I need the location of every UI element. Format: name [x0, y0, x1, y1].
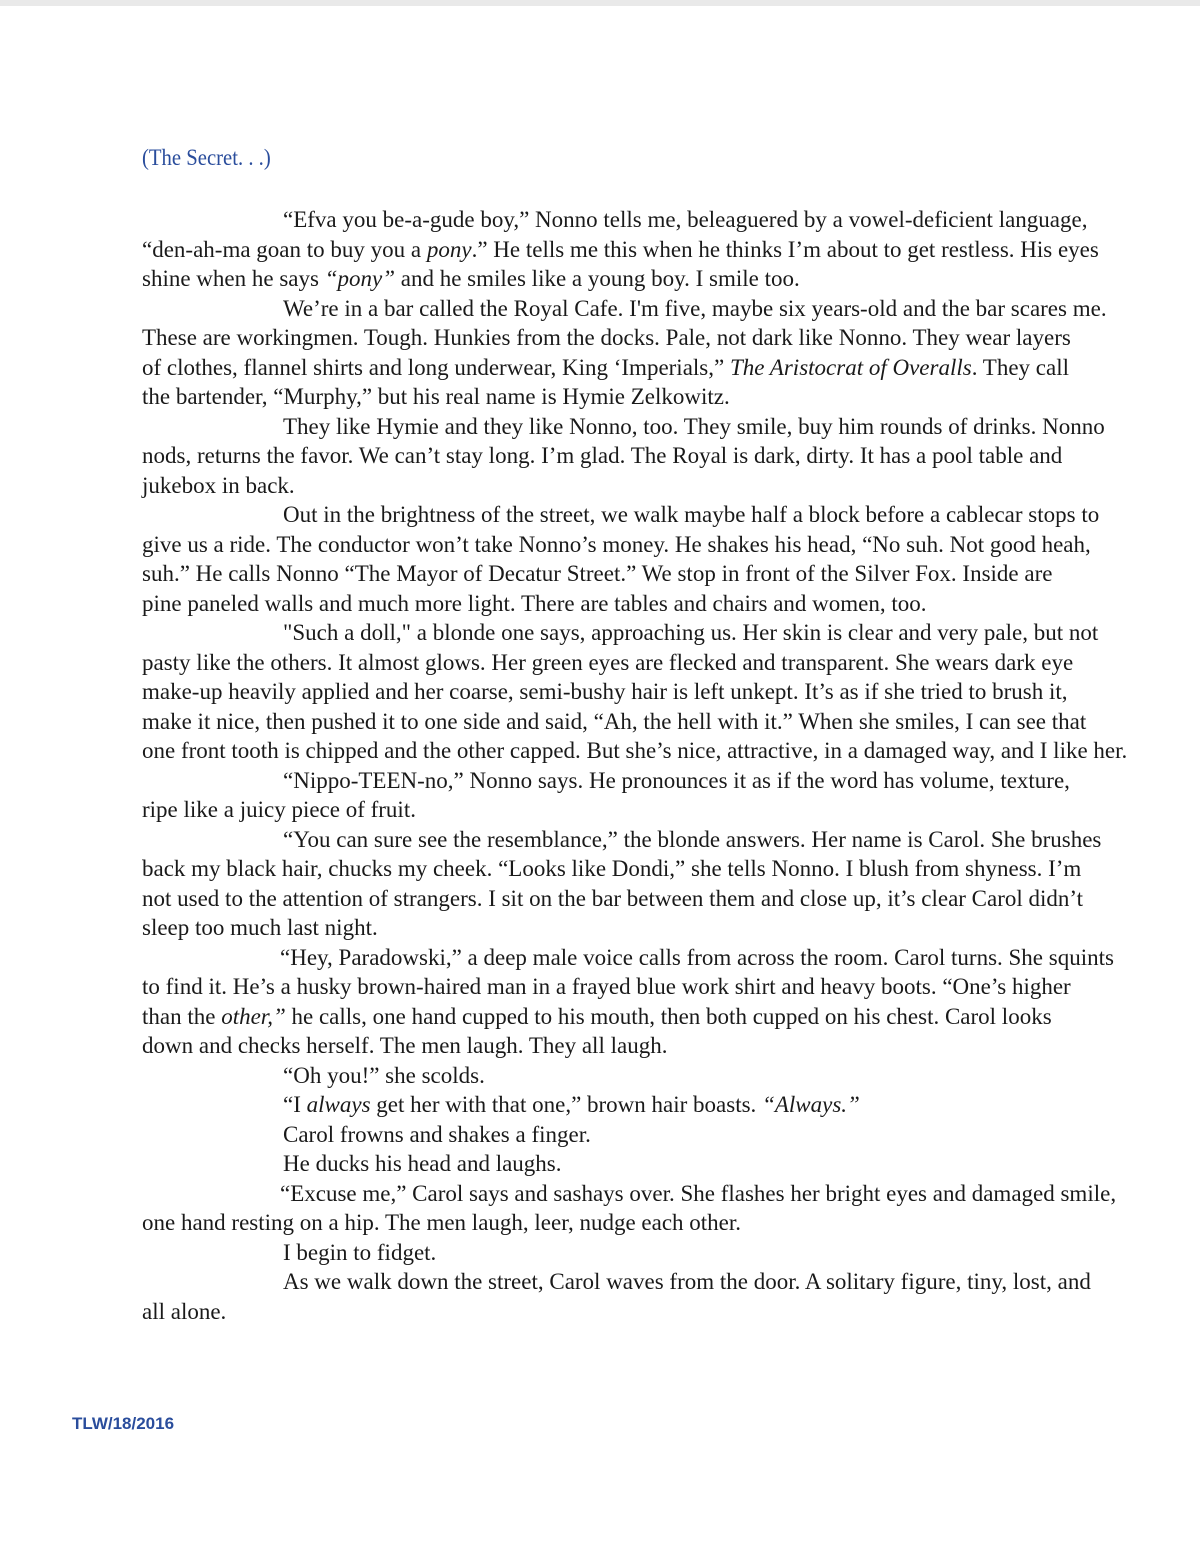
- text-line: These are workingmen. Tough. Hunkies from the docks. Pale, not dark like Nonno. They wear layers: [142, 325, 1071, 350]
- text-line: to find it. He’s a husky brown-haired man in a frayed blue work shirt and heavy boots. “One’s higher: [142, 974, 1071, 999]
- text-line: “You can sure see the resemblance,” the blonde answers. Her name is Carol. She brushes: [283, 826, 1102, 852]
- text-line: Carol frowns and shakes a finger.: [283, 1121, 591, 1147]
- text-line: make-up heavily applied and her coarse, semi-bushy hair is left unkept. It’s as if she tried to brush it,: [142, 679, 1068, 704]
- text-line: sleep too much last night.: [142, 915, 378, 940]
- text-line: suh.” He calls Nonno “The Mayor of Decatur Street.” We stop in front of the Silver Fox. Inside are: [142, 561, 1053, 586]
- text-line: “Oh you!” she scolds.: [283, 1062, 485, 1088]
- text-line: one hand resting on a hip. The men laugh, leer, nudge each other.: [142, 1210, 742, 1235]
- text-line: “I always get her with that one,” brown hair boasts. “Always.”: [283, 1092, 860, 1117]
- text-line: all alone.: [142, 1298, 227, 1324]
- story-body: [142, 205, 1134, 1326]
- text-line: “Excuse me,” Carol says and sashays over. She flashes her bright eyes and damaged smile,: [280, 1180, 1117, 1206]
- text-line: “den-ah-ma goan to buy you a pony.” He tells me this when he thinks I’m about to get restless. His eyes: [142, 236, 1099, 262]
- text-line: Out in the brightness of the street, we walk maybe half a block before a cablecar stops to: [283, 502, 1100, 527]
- text-line: "Such a doll," a blonde one says, approaching us. Her skin is clear and very pale, but not: [283, 620, 1099, 645]
- text-line: jukebox in back.: [142, 472, 295, 498]
- text-line: pasty like the others. It almost glows. Her green eyes are flecked and transparent. She wears dark eye: [142, 649, 1074, 675]
- text-line: “Nippo-TEEN-no,” Nonno says. He pronounces it as if the word has volume, texture,: [283, 767, 1070, 793]
- text-line: ripe like a juicy piece of fruit.: [142, 797, 416, 822]
- text-line: give us a ride. The conductor won’t take Nonno’s money. He shakes his head, “No suh. Not good heah,: [142, 531, 1091, 557]
- text-line: the bartender, “Murphy,” but his real name is Hymie Zelkowitz.: [142, 384, 730, 409]
- text-line: back my black hair, chucks my cheek. “Looks like Dondi,” she tells Nonno. I blush from shyness. I’m: [142, 856, 1082, 881]
- text-line: than the other,” he calls, one hand cupped to his mouth, then both cupped on his chest. Carol looks: [142, 1003, 1052, 1029]
- text-line: shine when he says “pony” and he smiles like a young boy. I smile too.: [142, 266, 800, 291]
- text-line: They like Hymie and they like Nonno, too. They smile, buy him rounds of drinks. Nonno: [283, 413, 1105, 439]
- text-line: He ducks his head and laughs.: [283, 1151, 562, 1176]
- text-line: I begin to fidget.: [283, 1239, 437, 1265]
- text-line: We’re in a bar called the Royal Cafe. I'm five, maybe six years-old and the bar scares me.: [283, 295, 1107, 321]
- text-line: not used to the attention of strangers. I sit on the bar between them and close up, it’s clear Carol didn’t: [142, 885, 1084, 911]
- text-line: “Hey, Paradowski,” a deep male voice calls from across the room. Carol turns. She squints: [280, 944, 1114, 970]
- text-line: down and checks herself. The men laugh. They all laugh.: [142, 1033, 668, 1058]
- text-line: nods, returns the favor. We can’t stay long. I’m glad. The Royal is dark, dirty. It has a pool table and: [142, 443, 1063, 468]
- page-top-edge: [0, 0, 1200, 6]
- text-line: one front tooth is chipped and the other capped. But she’s nice, attractive, in a damaged way, and I like her.: [142, 738, 1128, 763]
- story-title: (The Secret. . .): [142, 145, 271, 170]
- text-line: pine paneled walls and much more light. There are tables and chairs and women, too.: [142, 590, 927, 616]
- text-line: “Efva you be-a-gude boy,” Nonno tells me, beleaguered by a vowel-deficient language,: [283, 207, 1088, 232]
- text-line: of clothes, flannel shirts and long underwear, King ‘Imperials,” The Aristocrat of Overalls. They call: [142, 354, 1069, 380]
- footer-date-label: TLW/18/2016: [72, 1414, 175, 1433]
- text-line: make it nice, then pushed it to one side and said, “Ah, the hell with it.” When she smiles, I can see that: [142, 708, 1087, 734]
- text-line: As we walk down the street, Carol waves from the door. A solitary figure, tiny, lost, and: [283, 1269, 1091, 1294]
